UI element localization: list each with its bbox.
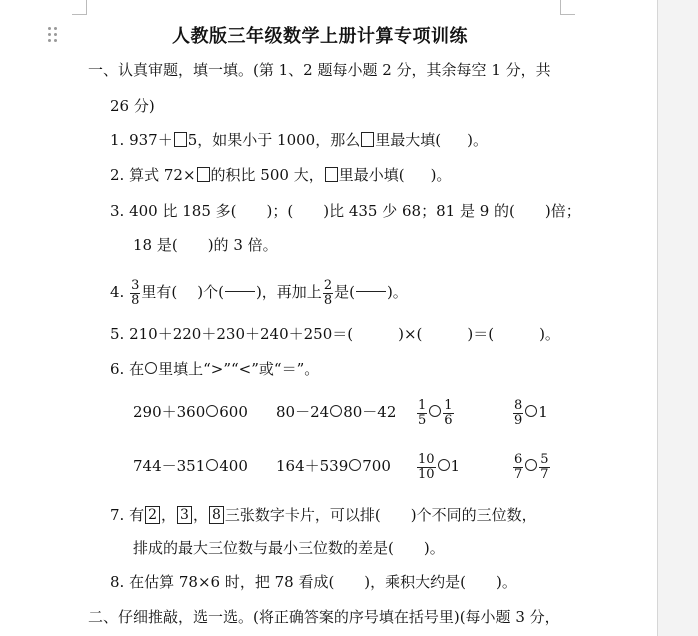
digit-card: 8 [209,506,224,524]
q4-text-b: )个( [197,283,224,301]
blank-box-icon [174,132,187,147]
q5-number: 5. [110,325,125,343]
compare-circle-icon [525,459,537,471]
compare-circle-icon [330,405,342,417]
q1-number: 1. [110,131,125,149]
question-2 [110,165,451,185]
digit-card: 3 [177,506,192,524]
q6-intro: 在 [129,360,145,378]
q4-text-c: )，再加上 [255,283,322,301]
q3-text-line1: 400 比 185 多( )；( )比 435 少 68；81 是 9 的( )倍； [129,202,581,220]
question-3-line2: 18 是( )的 3 倍。 [133,236,278,254]
compare-circle-icon [206,405,218,417]
q6-r2c3: $\frac{10}{10}$ 1 [418,451,461,482]
q1-text-d: )。 [467,131,488,149]
q5-text: 210＋220＋230＋240＋250＝( )×( )＝( )。 [129,325,560,343]
fraction: $\frac{2}{8}$ [323,277,333,308]
q6-r2c1: 744－351 400 [133,457,248,475]
question-5 [110,324,560,344]
section1-heading: 一、认真审题，填一填。(第 1、2 题每小题 2 分，其余每空 1 分，共 [88,61,551,79]
fraction-blank-line [225,291,255,292]
q3-number: 3. [110,202,125,220]
q1-text-c: 里最大填( [375,131,442,149]
compare-circle-icon [145,362,157,374]
compare-circle-icon [438,459,450,471]
q1-text-a: 937＋ [129,131,173,149]
q7-number: 7. [110,506,125,524]
q2-text-a: 算式 72× [129,166,196,184]
q1-text-b: 5，如果小于 1000，那么 [187,131,361,149]
question-7-line2: 排成的最大三位数与最小三位数的差是( )。 [133,539,445,557]
blank-box-icon [325,167,338,182]
q6-intro2: 里填上“>”“<”或“＝”。 [158,360,320,378]
q2-text-c: 里最小填( [338,166,405,184]
digit-card: 2 [145,506,160,524]
page-corner-mark-left [72,0,87,15]
question-6 [110,359,319,379]
q4-number: 4. [110,283,125,301]
q2-text-b: 的积比 500 大， [210,166,324,184]
q4-text-a: 里有( [141,283,178,301]
fraction-blank-line [356,291,386,292]
compare-circle-icon [525,405,537,417]
q6-r2c4: $\frac{6}{7}$ $\frac{5}{7}$ [514,451,549,482]
q6-r1c1: 290＋360 600 [133,403,248,421]
fraction: $\frac{3}{8}$ [131,277,140,308]
q2-text-d: )。 [430,166,452,184]
q7-text-b: 三张数字卡片，可以排( )个不同的三位数， [224,506,537,524]
question-7-line1: 7. 有 2 ， 3 ， 8 三张数字卡片，可以排( )个不同的三位数， [110,506,537,524]
q2-number: 2. [110,166,125,184]
q6-r1c4: $\frac{8}{9}$ 1 [514,397,548,428]
blank-box-icon [197,167,210,182]
q4-text-d: 是( [334,283,355,301]
blank-box-icon [361,132,374,147]
q7-text-a: 有 [129,506,145,524]
compare-circle-icon [206,459,218,471]
q8-number: 8. [110,573,125,591]
compare-circle-icon [349,459,361,471]
question-3-line1 [110,201,581,221]
question-1 [110,130,488,150]
section1-heading-cont: 26 分) [110,97,155,115]
question-8 [110,572,517,592]
q6-r2c2: 164＋539 700 [276,457,391,475]
q6-number: 6. [110,360,125,378]
page-corner-mark-right [560,0,575,15]
q6-r1c2: 80－24 80－42 [276,403,397,421]
window-right-panel [657,0,698,636]
section2-heading: 二、仔细推敲，选一选。(将正确答案的序号填在括号里)(每小题 3 分， [88,608,560,626]
question-4 [110,274,408,310]
compare-circle-icon [429,405,441,417]
q8-text: 在估算 78×6 时，把 78 看成( )，乘积大约是( )。 [129,573,517,591]
q4-text-e: )。 [386,283,408,301]
q6-r1c3: $\frac{1}{5}$ $\frac{1}{6}$ [418,397,453,428]
page-title: 人教版三年级数学上册计算专项训练 [172,26,468,47]
